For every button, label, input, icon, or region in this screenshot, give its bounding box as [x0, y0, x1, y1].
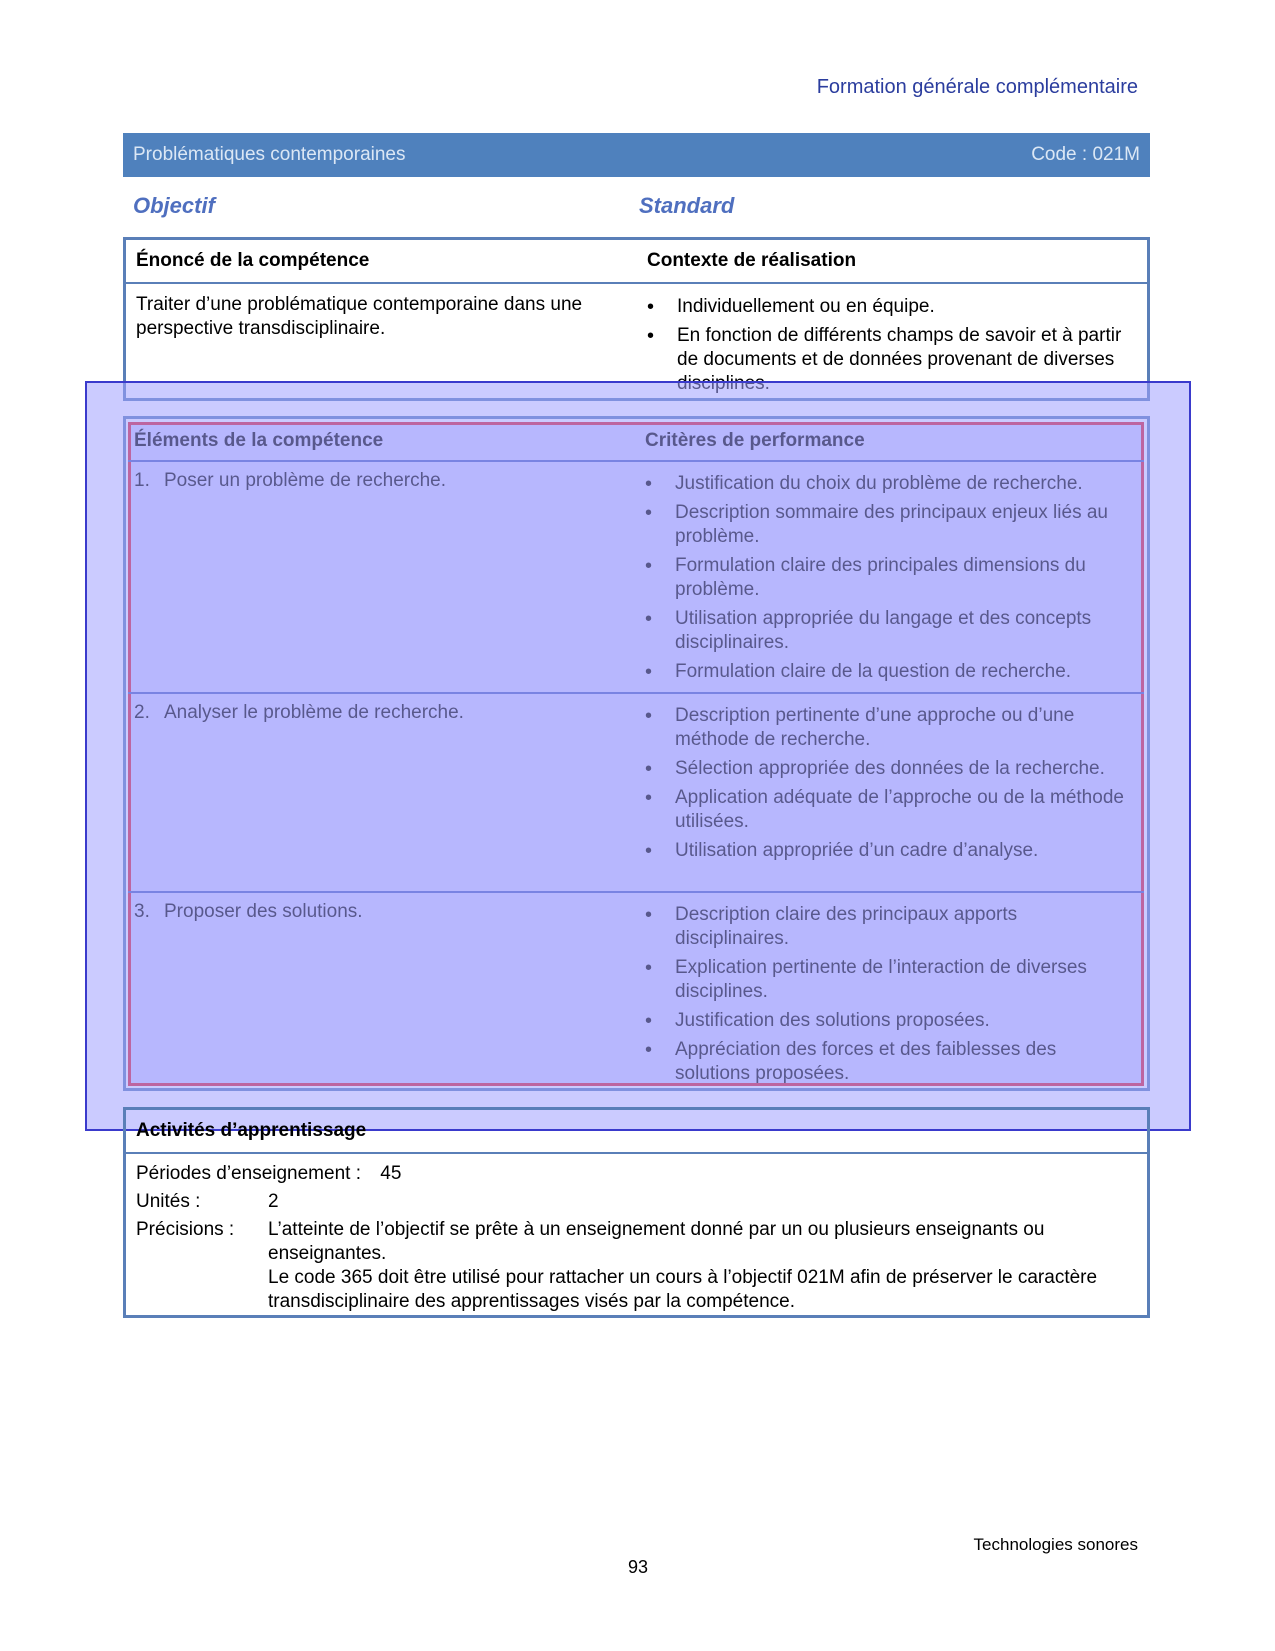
footer-program: Technologies sonores [973, 1535, 1138, 1554]
competence-statement [136, 293, 626, 341]
title-bar [123, 133, 1150, 177]
course-title: Problématiques contemporaines [133, 144, 406, 165]
competence-header [126, 240, 1147, 284]
units-label: Unités : [136, 1191, 201, 1212]
standard-heading: Standard [639, 193, 735, 218]
activities-heading: Activités d’apprentissage [136, 1120, 367, 1141]
context-item: • En fonction de différents champs de savoir et à partir de documents et de données provenant de diverses [647, 324, 1127, 396]
competence-statement-line: perspective transdisciplinaire. [136, 318, 386, 339]
activities-header [126, 1110, 1147, 1154]
precision-item: Le code 365 doit être utilisé pour rattacher un cours à l’objectif 021M afin de préserver le caractère transdisciplinaire des apprentissages visés par la compétence. [268, 1267, 1098, 1312]
periods-label: Périodes d’enseignement : [136, 1163, 361, 1184]
periods-line [136, 1162, 401, 1186]
precision-item: L’atteinte de l’objectif se prête à un enseignement donné par un ou plusieurs enseignants ou enseignantes. [268, 1219, 1045, 1264]
document-header: Formation générale complémentaire [816, 76, 1138, 98]
page-number: 93 [627, 1557, 649, 1577]
units-value: 2 [268, 1191, 279, 1212]
periods-value: 45 [380, 1163, 402, 1184]
context-item: • Individuellement ou en équipe. [647, 295, 1127, 319]
selection-overlay [85, 381, 1191, 1131]
units-line [136, 1190, 279, 1214]
competence-statement-heading: Énoncé de la compétence [136, 250, 370, 271]
precisions-label: Précisions : [136, 1219, 235, 1240]
competence-statement-line: Traiter d’une problématique contemporaine dans une [136, 294, 583, 315]
course-code: Code : 021M [1031, 144, 1140, 165]
context-heading: Contexte de réalisation [647, 250, 857, 271]
precisions-text [268, 1218, 1128, 1314]
activities-box [123, 1107, 1150, 1318]
objective-heading: Objectif [133, 193, 215, 218]
competence-box [123, 237, 1150, 401]
